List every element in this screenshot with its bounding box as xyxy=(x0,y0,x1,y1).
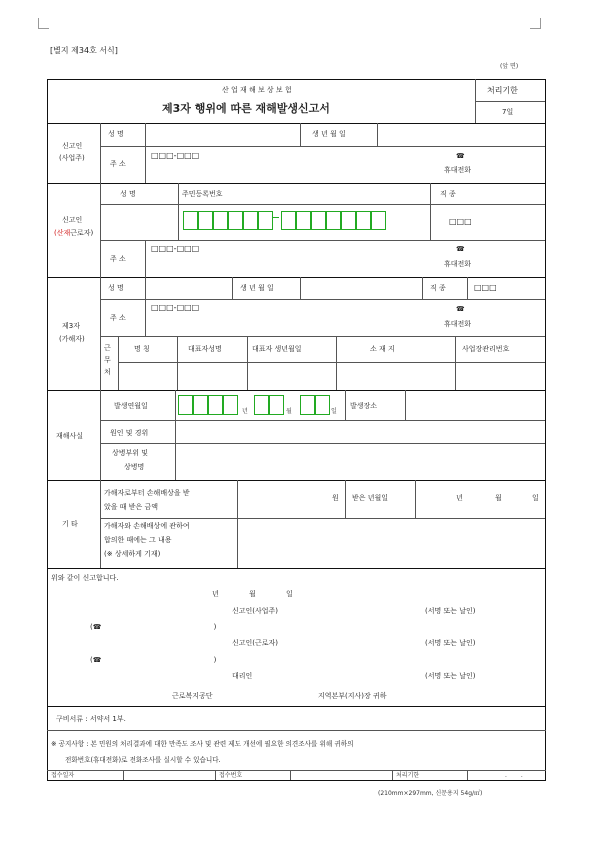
tp-job-label: 직 종 xyxy=(430,284,446,292)
employer-name-label: 성 명 xyxy=(108,130,124,138)
deadline-value: 7일 xyxy=(502,108,514,116)
phone-icon: ☎ xyxy=(456,305,465,313)
tp-birth-label: 생 년 월 일 xyxy=(240,284,274,292)
tp-work-label: 근무처 xyxy=(104,344,111,376)
tp-address-label: 주 소 xyxy=(110,314,126,322)
employer-birth-label: 생 년 월 일 xyxy=(312,130,346,138)
q2-line2: 합의한 때에는 그 내용 xyxy=(104,536,172,544)
received-date-label: 받은 년월일 xyxy=(352,494,389,502)
worker-section-label: 신고인 xyxy=(62,216,83,224)
received-year: 년 xyxy=(456,494,463,502)
employer-name-field[interactable] xyxy=(147,126,297,142)
deadline-label: 처리기한 xyxy=(487,86,518,95)
accident-place-label: 발생장소 xyxy=(350,402,378,410)
worker-section-sub-rest: 근로자) xyxy=(70,229,94,237)
signer-employer: 신고인(사업주) xyxy=(232,607,279,615)
accident-date-boxes[interactable] xyxy=(178,395,343,417)
to-org: 근로복지공단 xyxy=(172,692,213,700)
crop-mark-top-left xyxy=(38,18,49,29)
third-party-section-label: 제3자 xyxy=(62,322,80,330)
receipt-dots: . . xyxy=(505,772,523,779)
employer-address-label: 주 소 xyxy=(110,160,126,168)
sign-note-3: (서명 또는 날인) xyxy=(425,672,476,680)
receipt-deadline-label: 처리기한 xyxy=(396,772,420,779)
sign-note-1: (서명 또는 날인) xyxy=(425,607,476,615)
tp-col-location: 소 재 지 xyxy=(370,345,395,353)
date-month-unit: 월 xyxy=(286,408,292,415)
declaration-date: 년 월 일 xyxy=(212,590,293,598)
tp-name-label: 성 명 xyxy=(108,284,124,292)
tp-col-bizno: 사업장관리번호 xyxy=(462,345,510,353)
q2-line3: (※ 상세하게 기재) xyxy=(104,550,161,558)
attachments: 구비서류 : 서약서 1부. xyxy=(56,715,126,723)
employer-birth-field[interactable] xyxy=(380,126,540,142)
accident-date-label: 발생연월일 xyxy=(114,402,148,410)
rrn-input-boxes[interactable] xyxy=(183,211,403,231)
tp-col-rep-birth: 대표자 생년월일 xyxy=(252,345,302,353)
worker-name-field[interactable] xyxy=(104,208,176,236)
org-name: 산 업 재 해 보 상 보 험 xyxy=(222,86,292,94)
tp-col-name: 명 칭 xyxy=(134,345,150,353)
worker-mobile-label: 휴대전화 xyxy=(444,260,472,268)
worker-rrn-label: 주민등록번호 xyxy=(182,190,223,198)
form-title: 제3자 행위에 따른 재해발생신고서 xyxy=(162,102,330,115)
worker-job-label: 직 종 xyxy=(440,190,456,198)
phone-icon: ☎ xyxy=(456,245,465,253)
injury-label-1: 상병부위 및 xyxy=(112,449,149,457)
side-note: (앞 면) xyxy=(500,63,519,70)
employer-section-sub: (사업주) xyxy=(59,154,85,162)
won-unit: 원 xyxy=(332,494,339,502)
employer-mobile-label: 휴대전화 xyxy=(444,166,472,174)
worker-address-label: 주 소 xyxy=(110,255,126,263)
receipt-date-label: 접수일자 xyxy=(51,772,75,779)
employer-section-label: 신고인 xyxy=(62,142,83,150)
third-party-section-sub: (가해자) xyxy=(59,335,85,343)
received-day: 일 xyxy=(532,494,539,502)
q1-line2: 았을 때 받은 금액 xyxy=(104,503,159,511)
worker-name-label: 성 명 xyxy=(120,190,136,198)
sign-note-2: (서명 또는 날인) xyxy=(425,639,476,647)
crop-mark-top-right xyxy=(530,18,541,29)
paper-spec: (210mm×297mm, 신문용지 54g/㎡) xyxy=(378,790,483,797)
date-year-unit: 년 xyxy=(242,408,248,415)
tp-postcode[interactable]: □□□-□□□ xyxy=(151,303,200,312)
accident-section-label: 재해사실 xyxy=(56,432,84,440)
signer-agent: 대리인 xyxy=(232,672,253,680)
phone-paren-1: (☎ ) xyxy=(90,623,217,631)
received-month: 월 xyxy=(495,494,502,502)
q2-line1: 가해자와 손해배상에 관하여 xyxy=(104,522,190,530)
phone-icon: ☎ xyxy=(456,152,465,160)
notice-line-1: ※ 공지사항 : 본 민원의 처리결과에 대한 만족도 조사 및 관련 제도 개선에 필요한 의견조사를 위해 귀하의 xyxy=(51,740,354,748)
injury-label-2: 상병명 xyxy=(124,463,145,471)
worker-postcode[interactable]: □□□-□□□ xyxy=(151,244,200,253)
to-branch: 지역본부(지사)장 귀하 xyxy=(318,692,387,700)
q1-line1: 가해자로부터 손해배상을 받 xyxy=(104,489,190,497)
signer-worker: 신고인(근로자) xyxy=(232,639,279,647)
worker-section-sub-red: (산재 xyxy=(54,229,71,237)
form-id: [별지 제34호 서식] xyxy=(50,46,118,55)
tp-col-rep: 대표자성명 xyxy=(188,345,222,353)
worker-section-sub xyxy=(54,229,93,238)
worker-job-box[interactable]: □□□ xyxy=(449,217,472,226)
notice-line-2: 전화번호(휴대전화)로 전화조사를 실시할 수 있습니다. xyxy=(65,756,221,764)
employer-postcode[interactable]: □□□-□□□ xyxy=(151,151,200,160)
date-day-unit: 일 xyxy=(331,408,337,415)
declaration-statement: 위와 같이 신고합니다. xyxy=(51,574,119,582)
accident-cause-label: 원인 및 경위 xyxy=(110,429,149,437)
tp-job-box[interactable]: □□□ xyxy=(474,283,497,292)
other-section-label: 기 타 xyxy=(62,520,78,528)
tp-mobile-label: 휴대전화 xyxy=(444,320,472,328)
phone-paren-2: (☎ ) xyxy=(90,656,217,664)
receipt-no-label: 접수번호 xyxy=(219,772,243,779)
